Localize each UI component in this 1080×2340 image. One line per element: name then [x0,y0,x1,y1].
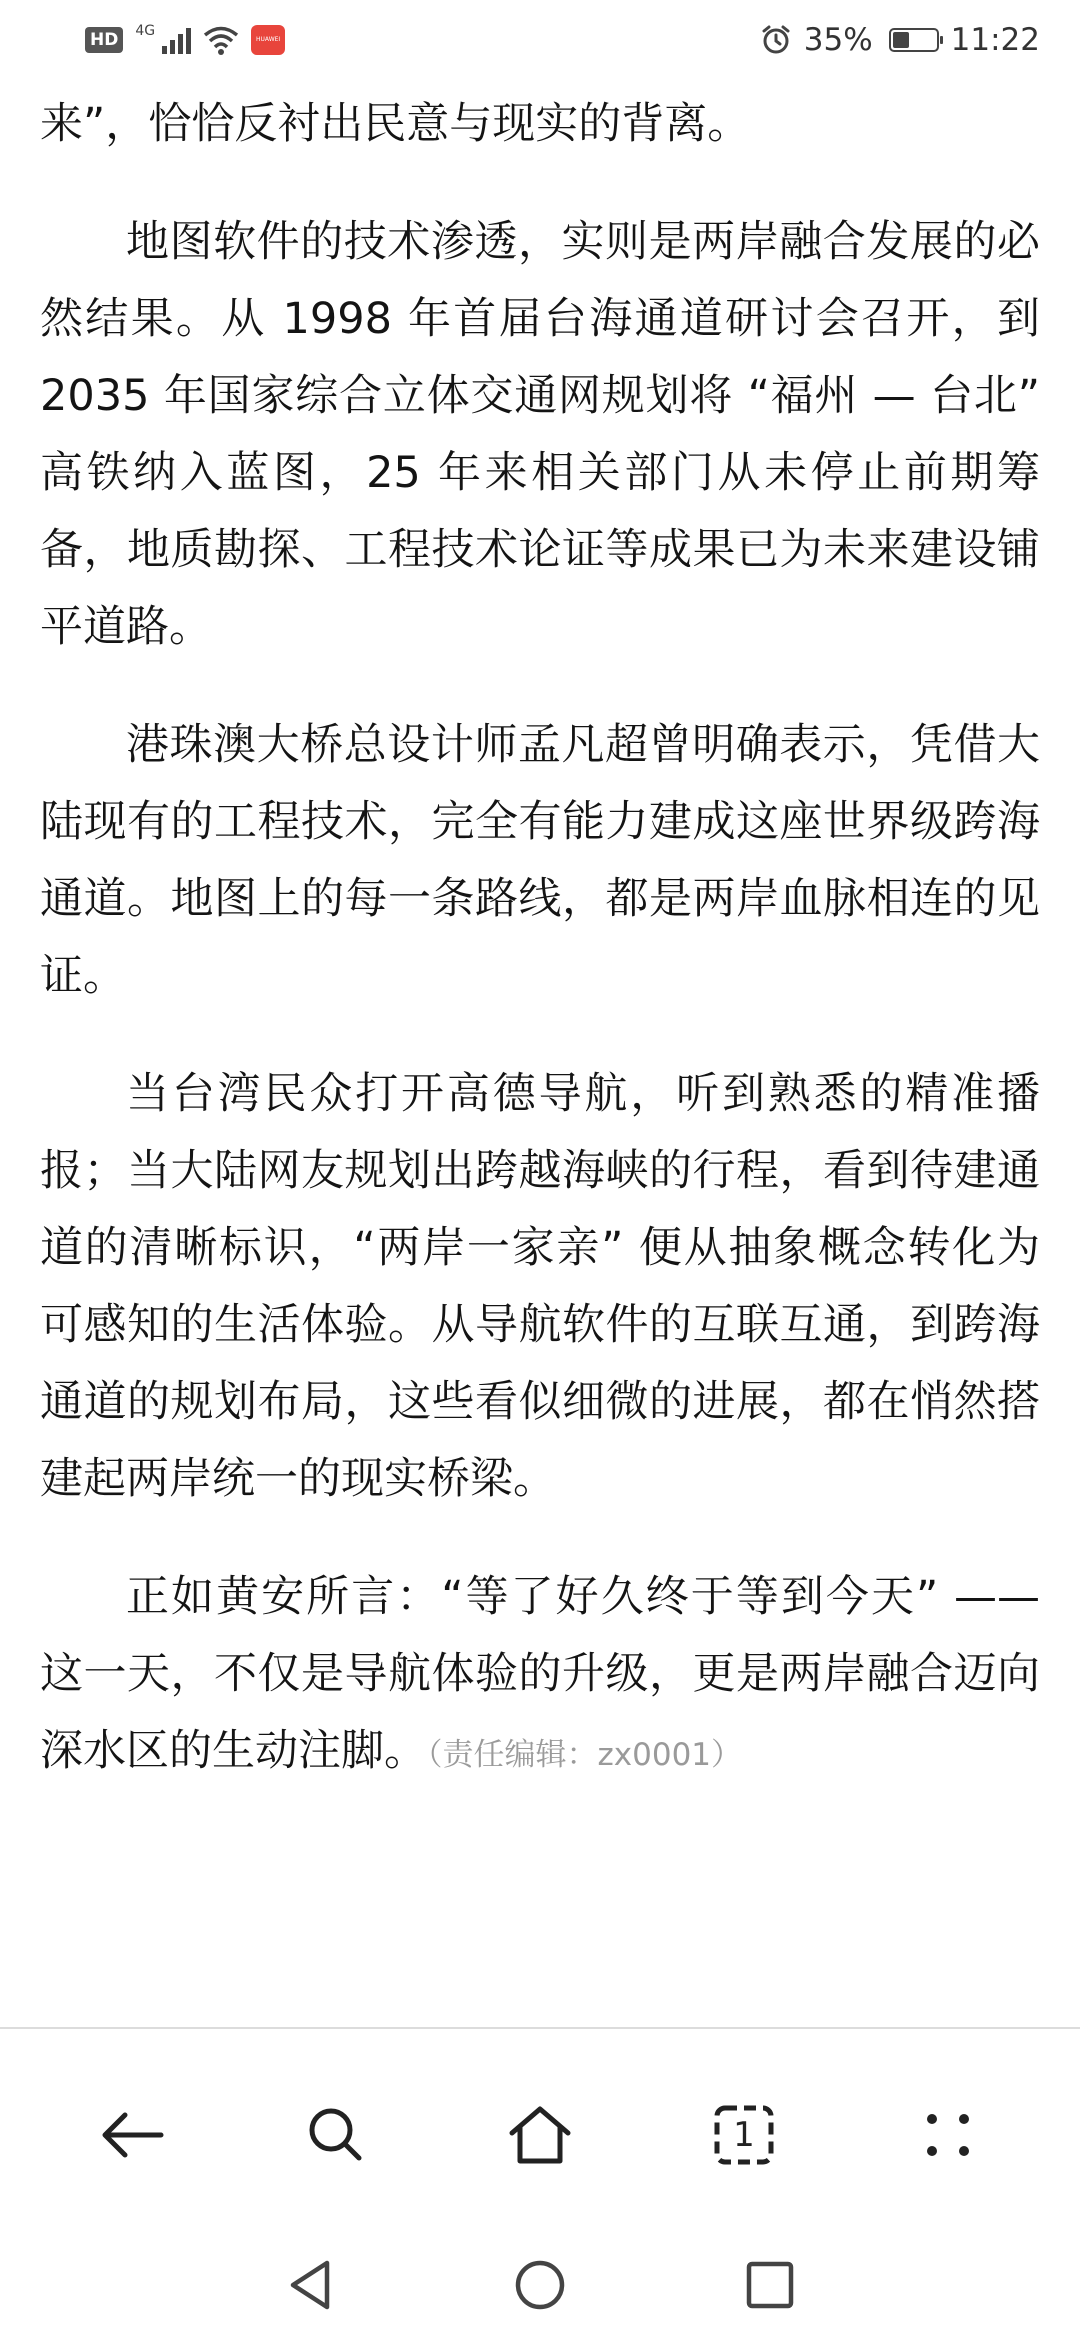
browser-toolbar [0,2060,1080,2210]
signal-icon [161,26,191,54]
hd-icon: HD [85,27,123,53]
battery-percent: 35% [803,22,873,58]
more-icon [920,2107,976,2163]
paragraph: 当台湾民众打开高德导航，听到熟悉的精准播报；当大陆网友规划出跨越海峡的行程，看到待建通道的清晰标识，“两岸一家亲” 便从抽象概念转化为可感知的生活体验。从导航软件的互联互通，到跨海通道的规划布局，这些看似细微的进展，都在悄然搭建起两岸统一的现实桥梁。 [40,1069,1040,1504]
nav-home-button[interactable] [500,2245,580,2325]
paragraph-final [40,1559,1040,1794]
back-arrow-icon [97,2105,167,2165]
nav-back-button[interactable] [270,2245,350,2325]
system-nav-bar [0,2230,1080,2340]
paragraph-text: 正如黄安所言：“等了好久终于等到今天” —— 这一天，不仅是导航体验的升级，更是两岸融合迈向深水区的生动注脚。 [40,1572,1040,1776]
tabs-icon [712,2103,776,2167]
clock: 11:22 [950,22,1040,58]
tab-count: 1 [733,2115,755,2155]
nav-home-icon [512,2257,568,2313]
status-left [85,25,285,55]
home-icon [506,2103,574,2167]
search-button[interactable] [281,2080,391,2190]
nav-recents-button[interactable] [730,2245,810,2325]
paragraph: 港珠澳大桥总设计师孟凡超曾明确表示，凭借大陆现有的工程技术，完全有能力建成这座世界级跨海通道。地图上的每一条路线，都是两岸血脉相连的见证。 [40,720,1040,1001]
battery-icon [889,28,939,52]
nav-recents-icon [744,2259,796,2311]
network-type: 4G [135,23,156,39]
search-icon [304,2103,368,2167]
alarm-icon [760,24,792,56]
editor-note: （责任编辑：zx0001） [427,1737,743,1773]
status-bar [0,0,1080,80]
article-body [40,86,1040,1835]
back-button[interactable] [77,2080,187,2190]
nav-back-icon [285,2257,335,2313]
paragraph: 地图软件的技术渗透，实则是两岸融合发展的必然结果。从 1998 年首届台海通道研讨会召开，到 2035 年国家综合立体交通网规划将 “福州 — 台北” 高铁纳入蓝图，25 年来相关部门从未停止前期筹备，地质勘探、工程技术论证等成果已为未来建设铺平道路。 [40,217,1040,652]
home-button[interactable] [485,2080,595,2190]
status-right [760,22,1040,58]
divider [0,2027,1080,2029]
more-button[interactable] [893,2080,1003,2190]
tabs-button[interactable] [689,2080,799,2190]
paragraph: 来”，恰恰反衬出民意与现实的背离。 [40,99,751,149]
huawei-app-icon: HUAWEI [251,25,285,55]
wifi-icon [203,25,239,55]
